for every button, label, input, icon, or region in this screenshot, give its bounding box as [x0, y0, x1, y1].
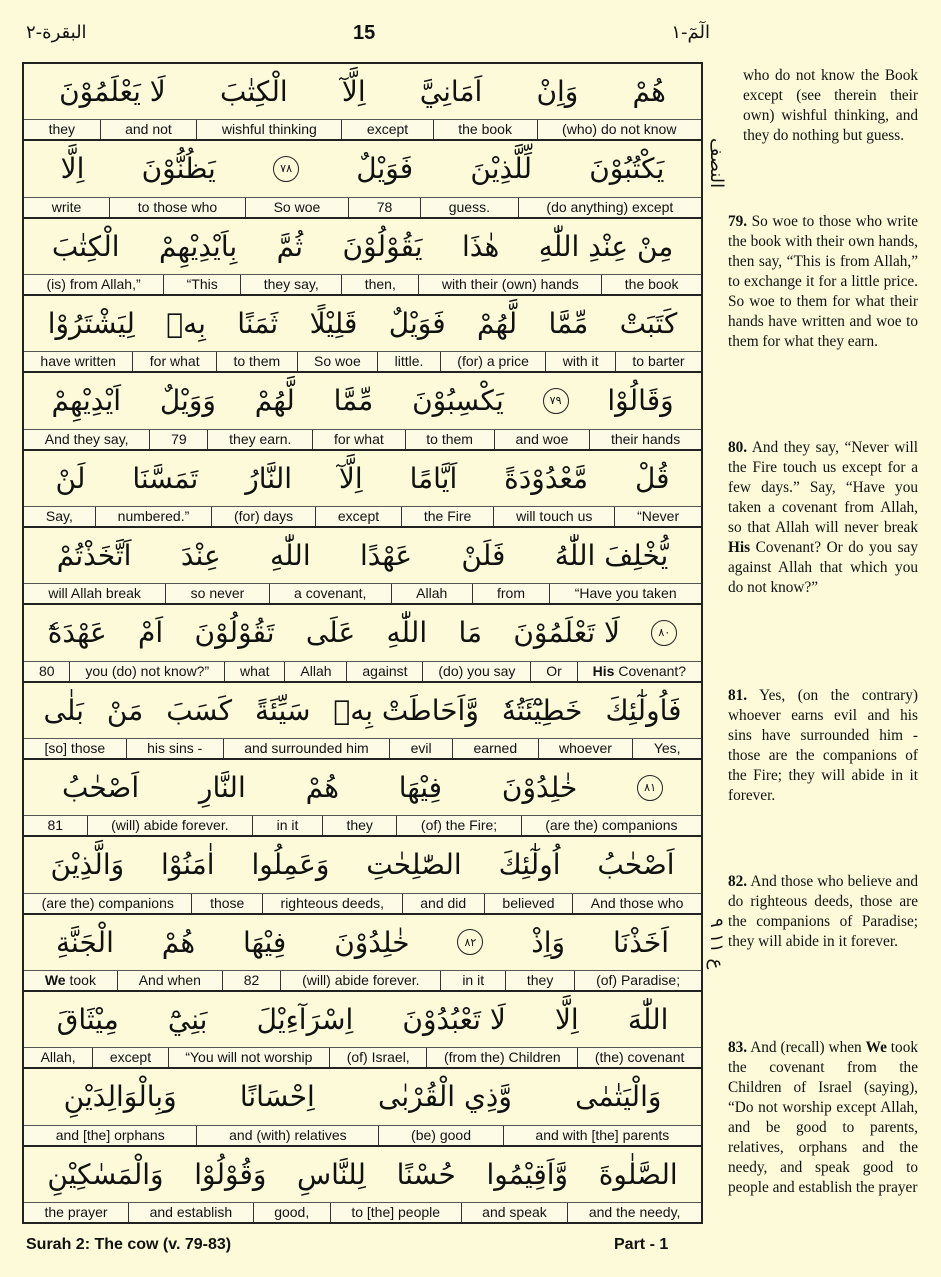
arabic-word: هُمْ — [305, 771, 339, 805]
english-gloss: And those who — [572, 894, 701, 913]
arabic-word: اللّٰهِ — [270, 539, 311, 573]
arabic-word: خٰلِدُوْنَ — [334, 925, 410, 959]
english-gloss: and woe — [494, 430, 589, 449]
translation-verse-number: 81. — [728, 687, 748, 704]
verse-line — [24, 915, 701, 992]
arabic-word: وَاِنْ — [536, 75, 579, 109]
arabic-word: بِاَيْدِيْهِمْ — [159, 229, 238, 263]
arabic-word: لَنْ — [55, 461, 86, 495]
english-gloss: And when — [117, 971, 222, 990]
translation-verse — [728, 66, 918, 146]
english-gloss: (are the) companions — [521, 816, 701, 835]
verse-line — [24, 373, 701, 450]
english-gloss: (of) the Fire; — [396, 816, 520, 835]
arabic-word: فِيْهَا — [398, 771, 443, 805]
english-gloss: except — [341, 120, 432, 139]
arabic-word: خٰلِدُوْنَ — [501, 771, 578, 805]
verse-line — [24, 1069, 701, 1146]
verse-line — [24, 605, 701, 682]
english-gloss: (will) abide forever. — [87, 816, 253, 835]
arabic-row — [24, 451, 701, 506]
english-row — [24, 1047, 701, 1067]
english-row — [24, 970, 701, 990]
arabic-word: ثُمَّ — [276, 229, 304, 263]
arabic-word: الْجَنَّةِ — [56, 925, 114, 959]
arabic-word: اَيْدِيْهِمْ — [51, 384, 122, 418]
english-gloss: (who) do not know — [537, 120, 701, 139]
english-gloss: Allah — [284, 662, 346, 681]
verse-line — [24, 64, 701, 141]
arabic-word: وَّاَحَاطَتْ بِهٖ — [333, 693, 479, 727]
verse-line — [24, 296, 701, 373]
arabic-word: النَّارِ — [198, 771, 246, 805]
arabic-word: لِلنَّاسِ — [296, 1157, 366, 1191]
arabic-word: الصّٰلِحٰتِ — [366, 848, 462, 882]
arabic-word: اَصْحٰبُ — [61, 771, 140, 805]
english-gloss: and the needy, — [567, 1203, 701, 1222]
english-gloss: wishful thinking — [196, 120, 341, 139]
translation-verse-number: 80. — [728, 439, 748, 456]
arabic-word: لَا تَعْبُدُوْنَ — [402, 1003, 506, 1037]
english-gloss: and surrounded him — [223, 739, 389, 758]
english-gloss: evil — [389, 739, 452, 758]
verse-number-marker: ٨١ — [637, 775, 663, 801]
english-gloss: will touch us — [493, 507, 614, 526]
english-row — [24, 274, 701, 294]
arabic-word: وَالَّذِيْنَ — [50, 848, 125, 882]
english-gloss: whoever — [538, 739, 633, 758]
arabic-word: مَنْ — [106, 693, 144, 727]
english-row — [24, 119, 701, 139]
footer-surah: Surah 2: The cow (v. 79-83) — [26, 1236, 232, 1253]
english-row — [24, 1202, 701, 1222]
english-gloss: and not — [100, 120, 197, 139]
arabic-word: خَطِيْٓئَتُهٗ — [501, 693, 583, 727]
arabic-word: فَوَيْلٌ — [356, 152, 414, 186]
arabic-word: وَقُوْلُوْا — [194, 1157, 267, 1191]
english-gloss: they — [48, 121, 76, 138]
english-gloss: earned — [452, 739, 537, 758]
english-gloss: 78 — [348, 198, 420, 217]
arabic-row — [24, 760, 701, 815]
arabic-word: اِلَّآ — [341, 75, 366, 109]
ruku-marker: ع ١١ ٩ — [706, 918, 727, 970]
arabic-word: اٰمَنُوْا — [161, 848, 215, 882]
english-gloss: they — [322, 816, 396, 835]
english-gloss: against — [346, 662, 422, 681]
arabic-word: وَالْمَسٰكِيْنِ — [47, 1157, 164, 1191]
english-gloss: So woe — [245, 198, 348, 217]
verse-line — [24, 528, 701, 605]
english-gloss: have written — [40, 353, 116, 370]
arabic-word: حُسْنًا — [396, 1157, 456, 1191]
english-gloss: We took — [44, 971, 96, 988]
english-gloss: (do) you say — [422, 662, 530, 681]
arabic-word: الصَّلٰوةَ — [598, 1157, 678, 1191]
arabic-word: اَصْحٰبُ — [597, 848, 675, 882]
arabic-word: يَكْسِبُوْنَ — [412, 384, 504, 418]
arabic-word: الْكِتٰبَ — [51, 229, 120, 263]
english-gloss: “You will not worship — [168, 1048, 329, 1067]
english-gloss: and did — [402, 894, 484, 913]
arabic-word: ثَمَنًا — [237, 307, 279, 341]
verse-line — [24, 451, 701, 528]
english-gloss: [so] those — [44, 739, 106, 756]
english-gloss: (the) covenant — [577, 1048, 701, 1067]
english-gloss: write — [51, 198, 82, 215]
verse-number-marker: ٨٢ — [457, 929, 483, 955]
english-gloss: good, — [253, 1203, 330, 1222]
arabic-word: بِهٖ — [166, 307, 206, 341]
arabic-word: وَّذِي الْقُرْبٰى — [378, 1080, 512, 1114]
arabic-row — [24, 373, 701, 428]
arabic-word: اِلَّا — [60, 152, 85, 186]
english-gloss: (from the) Children — [426, 1048, 577, 1067]
english-gloss: 82 — [222, 971, 280, 990]
arabic-row — [24, 605, 701, 660]
arabic-word: يَكْتُبُوْنَ — [589, 152, 665, 186]
english-gloss: to those who — [109, 198, 245, 217]
arabic-word: لِّلَّذِيْنَ — [470, 152, 532, 186]
arabic-word: وَبِالْوَالِدَيْنِ — [63, 1080, 177, 1114]
english-gloss: for what — [312, 430, 404, 449]
english-row — [24, 351, 701, 371]
english-gloss: with it — [545, 352, 615, 371]
arabic-word: اَخَذْنَا — [612, 925, 670, 959]
english-gloss: (of) Paradise; — [574, 971, 701, 990]
arabic-word: وَاِذْ — [531, 925, 566, 959]
english-gloss: to them — [405, 430, 494, 449]
english-gloss: the prayer — [44, 1203, 108, 1220]
english-row — [24, 1125, 701, 1145]
arabic-word: قَلِيْلًا — [309, 307, 358, 341]
arabic-row — [24, 837, 701, 892]
page-number: 15 — [353, 22, 376, 44]
arabic-word: بَلٰى — [43, 693, 84, 727]
english-gloss: (for) a price — [440, 352, 545, 371]
english-gloss: and with [the] parents — [503, 1126, 701, 1145]
english-row — [24, 583, 701, 603]
english-gloss: Allah — [391, 584, 472, 603]
translation-text: And those who believe and do righteous deeds, those are the companions of Paradise; they will abide in it forever. — [728, 873, 919, 950]
arabic-word: لَّهُمْ — [254, 384, 295, 418]
arabic-word: يُّخْلِفَ اللّٰهُ — [554, 539, 669, 573]
english-gloss: to them — [216, 352, 297, 371]
arabic-row — [24, 915, 701, 970]
arabic-word: عَلَى — [305, 616, 356, 650]
english-row — [24, 738, 701, 758]
arabic-word: كَتَبَتْ — [619, 307, 678, 341]
english-gloss: you (do) not know?” — [69, 662, 224, 681]
english-gloss: and [the] orphans — [55, 1126, 165, 1143]
arabic-word: سَيِّئَةً — [255, 693, 311, 727]
translation-verse — [728, 212, 918, 352]
english-gloss: to [the] people — [330, 1203, 461, 1222]
verse-number-marker: ٧٩ — [543, 388, 569, 414]
english-gloss: to barter — [615, 352, 701, 371]
english-gloss: except — [92, 1048, 167, 1067]
english-gloss: for what — [132, 352, 216, 371]
english-row — [24, 661, 701, 681]
english-row — [24, 197, 701, 217]
arabic-word: يَظُنُّوْنَ — [141, 152, 216, 186]
verse-line — [24, 837, 701, 914]
english-gloss: (are the) companions — [41, 894, 174, 911]
english-row — [24, 815, 701, 835]
arabic-word: مِيْثَاقَ — [56, 1003, 119, 1037]
english-gloss: (is) from Allah,” — [46, 275, 141, 292]
verse-number-marker: ٧٨ — [273, 156, 299, 182]
arabic-word: فِيْهَا — [243, 925, 287, 959]
arabic-word: مَّعْدُوْدَةً — [504, 461, 589, 495]
arabic-word: فَلَنْ — [461, 539, 506, 573]
verse-number-marker: ٨٠ — [651, 620, 677, 646]
english-row — [24, 893, 701, 913]
arabic-word: الْكِتٰبَ — [219, 75, 288, 109]
arabic-word: اِسْرَآءِيْلَ — [256, 1003, 354, 1037]
arabic-word: اللّٰهِ — [386, 616, 428, 650]
english-gloss: little. — [377, 352, 440, 371]
verse-line — [24, 1147, 701, 1222]
translation-verse — [728, 872, 918, 952]
arabic-word: اِلَّا — [554, 1003, 579, 1037]
english-gloss: (be) good — [378, 1126, 502, 1145]
english-gloss: then, — [341, 275, 418, 294]
arabic-word: اَتَّخَذْتُمْ — [56, 539, 132, 573]
arabic-word: قُلْ — [634, 461, 670, 495]
translation-text: And they say, “Never will the Fire touch us except for a few days.” Say, “Have you taken a covenant from Allah, so that Allah will never break His Covenant? Or do you say against Allah that which you do not know?” — [728, 439, 918, 596]
arabic-word: اِحْسَانًا — [239, 1080, 315, 1114]
english-gloss: from — [472, 584, 550, 603]
arabic-word: مِّمَّا — [548, 307, 589, 341]
half-hizb-marker: النصف — [706, 138, 727, 189]
arabic-word: فَاُولٰٓئِكَ — [605, 693, 682, 727]
arabic-word: لِيَشْتَرُوْا — [47, 307, 135, 341]
arabic-row — [24, 296, 701, 351]
english-gloss: and establish — [128, 1203, 253, 1222]
arabic-word: كَسَبَ — [166, 693, 233, 727]
surah-name-header: البقرة-٢ — [26, 22, 87, 43]
english-gloss: what — [224, 662, 284, 681]
english-gloss: “Have you taken — [549, 584, 701, 603]
arabic-word: هُمْ — [161, 925, 196, 959]
verse-line — [24, 219, 701, 296]
english-gloss: with their (own) hands — [418, 275, 601, 294]
english-gloss: (do anything) except — [518, 198, 701, 217]
english-gloss: guess. — [420, 198, 518, 217]
english-gloss: believed — [484, 894, 572, 913]
arabic-word: مِنْ عِنْدِ اللّٰهِ — [538, 229, 674, 263]
translation-verse — [728, 686, 918, 806]
word-by-word-grid — [22, 62, 703, 1224]
translation-verse-number: 82. — [728, 873, 748, 890]
english-gloss: (will) abide forever. — [280, 971, 440, 990]
arabic-row — [24, 1147, 701, 1202]
translation-verse — [728, 438, 918, 598]
english-row — [24, 506, 701, 526]
arabic-row — [24, 528, 701, 583]
arabic-word: تَقُوْلُوْنَ — [194, 616, 275, 650]
juz-name-header: الٓمٓ-١ — [671, 22, 710, 43]
english-gloss: 79 — [149, 430, 207, 449]
english-gloss: his sins - — [126, 739, 223, 758]
arabic-word: وَوَيْلٌ — [159, 384, 216, 418]
arabic-word: هٰذَا — [461, 229, 500, 263]
english-gloss: His Covenant? — [577, 662, 701, 681]
translation-text: So woe to those who write the book with their own hands, then say, “This is from Allah,” to exchange it for a little price. So woe to them for what their hands have written and woe to them for what they earn. — [728, 213, 918, 350]
english-gloss: so never — [165, 584, 268, 603]
english-gloss: except — [315, 507, 401, 526]
english-gloss: the Fire — [401, 507, 493, 526]
english-gloss: (of) Israel, — [329, 1048, 426, 1067]
arabic-word: لَّهُمْ — [477, 307, 518, 341]
arabic-row — [24, 219, 701, 274]
arabic-word: النَّارُ — [245, 461, 292, 495]
verse-line — [24, 760, 701, 837]
english-gloss: numbered.” — [95, 507, 211, 526]
translation-text: Yes, (on the contrary) whoever earns evil and his sins have surrounded him - those are the companions of the Fire; they will abide in it forever. — [728, 687, 918, 804]
english-gloss: So woe — [297, 352, 378, 371]
english-gloss: those — [191, 894, 261, 913]
arabic-word: عِنْدَ — [180, 539, 221, 573]
english-gloss: in it — [440, 971, 505, 990]
arabic-word: اللّٰهَ — [627, 1003, 669, 1037]
english-gloss: Yes, — [632, 739, 701, 758]
arabic-word: وَعَمِلُوا — [251, 848, 330, 882]
translation-verse — [728, 1038, 918, 1198]
arabic-word: مِّمَّا — [333, 384, 374, 418]
english-gloss: 80 — [38, 662, 55, 679]
english-gloss: they — [505, 971, 574, 990]
verse-line — [24, 992, 701, 1069]
english-gloss: will Allah break — [48, 585, 141, 602]
english-row — [24, 429, 701, 449]
arabic-word: اِلَّآ — [338, 461, 363, 495]
english-gloss: And they say, — [44, 430, 129, 447]
arabic-row — [24, 683, 701, 738]
arabic-word: لَا يَعْلَمُوْنَ — [59, 75, 166, 109]
arabic-word: وَالْيَتٰمٰى — [575, 1080, 662, 1114]
arabic-word: هُمْ — [632, 75, 666, 109]
footer-part: Part - 1 — [614, 1236, 669, 1253]
english-gloss: righteous deeds, — [262, 894, 402, 913]
english-gloss: Say, — [45, 507, 73, 524]
english-gloss: they earn. — [207, 430, 312, 449]
arabic-row — [24, 992, 701, 1047]
verse-line — [24, 141, 701, 218]
english-gloss: 81 — [47, 817, 64, 834]
arabic-word: وَّاَقِيْمُوا — [486, 1157, 569, 1191]
english-gloss: the book — [433, 120, 537, 139]
english-gloss: the book — [601, 275, 701, 294]
english-gloss: “Never — [614, 507, 701, 526]
english-gloss: in it — [252, 816, 322, 835]
arabic-word: فَوَيْلٌ — [388, 307, 446, 341]
verse-line — [24, 683, 701, 760]
english-gloss: Or — [530, 662, 576, 681]
translation-verse-number: 83. — [728, 1039, 748, 1056]
english-gloss: Allah, — [40, 1049, 76, 1066]
arabic-word: وَقَالُوْا — [607, 384, 674, 418]
arabic-word: عَهْدَهٗٓ — [47, 616, 107, 650]
arabic-word: مَا — [458, 616, 482, 650]
arabic-row — [24, 141, 701, 196]
english-gloss: they say, — [240, 275, 341, 294]
arabic-word: اُولٰٓئِكَ — [498, 848, 561, 882]
arabic-row — [24, 1069, 701, 1124]
arabic-word: يَقُوْلُوْنَ — [342, 229, 423, 263]
english-gloss: their hands — [589, 430, 701, 449]
english-gloss: “This — [163, 275, 240, 294]
translation-text: And (recall) when We took the covenant from the Children of Israel (saying), “Do not worship except Allah, and be good to parents, relatives, orphans and the needy, and speak good to people and establish the prayer — [728, 1039, 918, 1196]
english-gloss: and speak — [461, 1203, 568, 1222]
translation-text: who do not know the Book except (see therein their own) wishful thinking, and they do nothing but guess. — [743, 67, 918, 144]
arabic-word: بَنِيْٓ — [167, 1003, 208, 1037]
english-gloss: (for) days — [211, 507, 315, 526]
arabic-word: اَيَّامًا — [409, 461, 458, 495]
english-gloss: and (with) relatives — [196, 1126, 378, 1145]
arabic-word: اَمْ — [138, 616, 164, 650]
arabic-word: تَمَسَّنَا — [132, 461, 199, 495]
arabic-word: اَمَانِيَّ — [419, 75, 483, 109]
arabic-word: لَا تَعْلَمُوْنَ — [513, 616, 620, 650]
english-gloss: a covenant, — [269, 584, 391, 603]
arabic-word: عَهْدًا — [359, 539, 413, 573]
arabic-row — [24, 64, 701, 119]
translation-verse-number: 79. — [728, 213, 748, 230]
